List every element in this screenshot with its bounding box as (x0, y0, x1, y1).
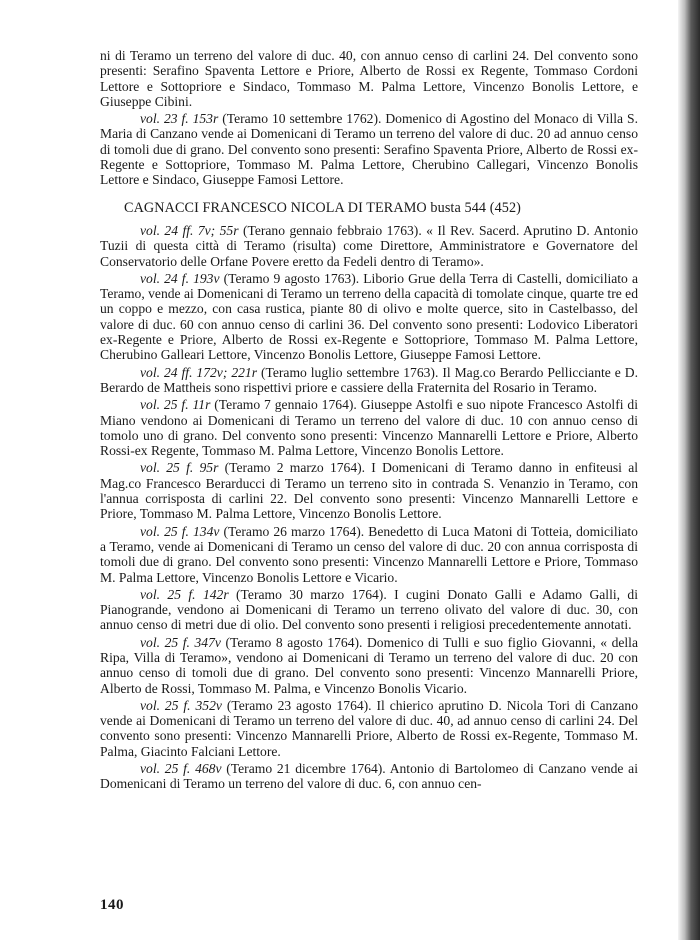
entry-paragraph (100, 271, 638, 363)
entry-paragraph (100, 524, 638, 585)
entry-text: (Teramo 21 dicembre 1764). Antonio di Bartolomeo di Canzano vende ai Domenicani di Teramo un terreno del valore di duc. 6, con annuo cen- (100, 761, 638, 792)
entry-paragraph (100, 397, 638, 458)
entry-text: (Teramo 30 marzo 1764). I cugini Donato Galli e Adamo Galli, di Pianogrande, vendono ai Domenicani di Teramo un terreno olivato del valore di duc. 30, con annuo censo di metri due di olio. Del convento sono presenti i religiosi precedentemente annotati. (100, 586, 638, 633)
archival-reference: vol. 25 f. 347v (140, 634, 221, 650)
entry-paragraph (100, 761, 638, 792)
entry-text: (Teramo luglio settembre 1763). Il Mag.co Berardo Pellicciante e D. Berardo de Mattheis sono rispettivi priore e cassiere della Fraternita del Rosario in Teramo. (100, 364, 638, 395)
entry-text: (Terano gennaio febbraio 1763). « Il Rev. Sacerd. Aprutino D. Antonio Tuzii di questa città di Teramo (risulta) come Direttore, Amministratore e Governatore del Conservatorio delle Orfane Povere eretto da Fedeli dentro di Teramo». (100, 222, 638, 269)
entry-paragraph (100, 460, 638, 521)
page-number: 140 (100, 897, 124, 913)
entry-paragraph (100, 698, 638, 759)
entry-paragraph (100, 365, 638, 396)
entry-paragraph (100, 111, 638, 187)
archival-reference: vol. 25 f. 142r (140, 586, 229, 602)
page-binding-edge (678, 0, 700, 940)
continuation-paragraph: ni di Teramo un terreno del valore di duc. 40, con annuo censo di carlini 24. Del convento sono presenti: Serafino Spaventa Lettore e Priore, Alberto de Rossi ex Regente, Tommaso Cordoni Lettore e Sottopriore e Sindaco, Tommaso M. Palma Lettore, Vincenzo Bonolis Lettore, e Giuseppe Cibini. (100, 48, 638, 109)
entry-text: (Teramo 2 marzo 1764). I Domenicani di Teramo danno in enfiteusi al Mag.co Francesco Berarducci di Teramo un terreno sito in contrada S. Venanzio in Teramo, con l'annua corrisposta di carlini 22. Del convento sono presenti: Vincenzo Mannarelli Lettore e Priore, Tommaso M. Palma Lettore, Vincenzo Bonolis Lettore. (100, 460, 639, 522)
entry-paragraph (100, 223, 638, 269)
archival-reference: vol. 25 f. 95r (140, 460, 219, 476)
section-heading: CAGNACCI FRANCESCO NICOLA DI TERAMO busta 544 (452) (124, 199, 521, 216)
archival-reference: vol. 23 f. 153r (140, 111, 219, 127)
entry-text: (Teramo 7 gennaio 1764). Giuseppe Astolfi e suo nipote Francesco Astolfi di Miano vendono ai Domenicani di Teramo un terreno del valore di duc. 10 con annuo censo di tomolo uno di grano. Del convento sono presenti: Vincenzo Mannarelli Lettore e Priore, Alberto Rossi-ex Regente, Tommaso M. Palma Lettore, Vincenzo Bonolis Lettore. (100, 397, 638, 459)
entry-text: (Teramo 10 settembre 1762). Domenico di Agostino del Monaco di Villa S. Maria di Canzano vende ai Domenicani di Teramo un terreno del valore di duc. 20 ad annuo censo di tomoli due di grano. Del convento sono presenti: Serafino Spaventa Priore, Alberto de Rossi ex-Regente e Sottopriore, Tommaso M. Palma Lettore, Cherubino Callegari, Vincenzo Bonolis Lettore e Sindaco, Giuseppe Famosi Lettore. (100, 111, 638, 188)
main-text (100, 48, 638, 794)
entry-paragraph (100, 635, 638, 696)
archival-reference: vol. 25 f. 352v (140, 697, 222, 713)
archival-reference: vol. 25 f. 11r (140, 397, 211, 413)
entry-text: (Teramo 9 agosto 1763). Liborio Grue della Terra di Castelli, domiciliato a Teramo, vende ai Domenicani di Teramo un terreno della capacità di tomolate cinque, quarte tre ed un coppo e mezzo, con casa rustica, piante 80 di olivo e molte querce, sito in Castelbasso, del valore di duc. 60 con annuo censo di carlini 36. Del convento sono presenti: Lodovico Liberatori ex-Regente e Priore, Alberto de Rossi ex-Regente e Sottopriore, Tommaso M. Palma Lettore, Cherubino Galleari Lettore, Vincenzo Bonolis Lettore, Giuseppe Famosi Lettore. (100, 270, 638, 363)
archival-reference: vol. 25 f. 468v (140, 761, 222, 777)
entry-text: (Teramo 26 marzo 1764). Benedetto di Luca Matoni di Totteia, domiciliato a Teramo, vende ai Domenicani di Teramo un censo del valore di duc. 20 con annua corrisposta di tomoli due di grano. Del convento sono presenti: Vincenzo Mannarelli Lettore e Priore, Tommaso M. Palma Lettore, Vincenzo Bonolis Lettore e Vicario. (100, 523, 638, 585)
archival-reference: vol. 24 f. 193v (140, 270, 220, 286)
archival-reference: vol. 25 f. 134v (140, 523, 220, 539)
archival-reference: vol. 24 ff. 172v; 221r (140, 364, 258, 380)
entry-text: (Teramo 23 agosto 1764). Il chierico aprutino D. Nicola Tori di Canzano vende ai Domenicani di Teramo un terreno del valore di duc. 40, ad annuo censo di carlini 24. Del convento sono presenti: Vincenzo Mannarelli Priore, Alberto de Rossi ex-Regente, Tommaso M. Palma, Giacinto Falciani Lettore. (100, 697, 638, 759)
entry-paragraph (100, 587, 638, 633)
archival-reference: vol. 24 ff. 7v; 55r (140, 222, 239, 238)
entry-text: (Teramo 8 agosto 1764). Domenico di Tulli e suo figlio Giovanni, « della Ripa, Villa di Teramo», vendono ai Domenicani di Teramo un terreno del valore di duc. 20 con annuo censo di tomoli due di grano. Del convento sono presenti: Vincenzo Mannarelli Priore, Alberto de Rossi, Tommaso M. Palma, e Vincenzo Bonolis Vicario. (100, 634, 638, 696)
